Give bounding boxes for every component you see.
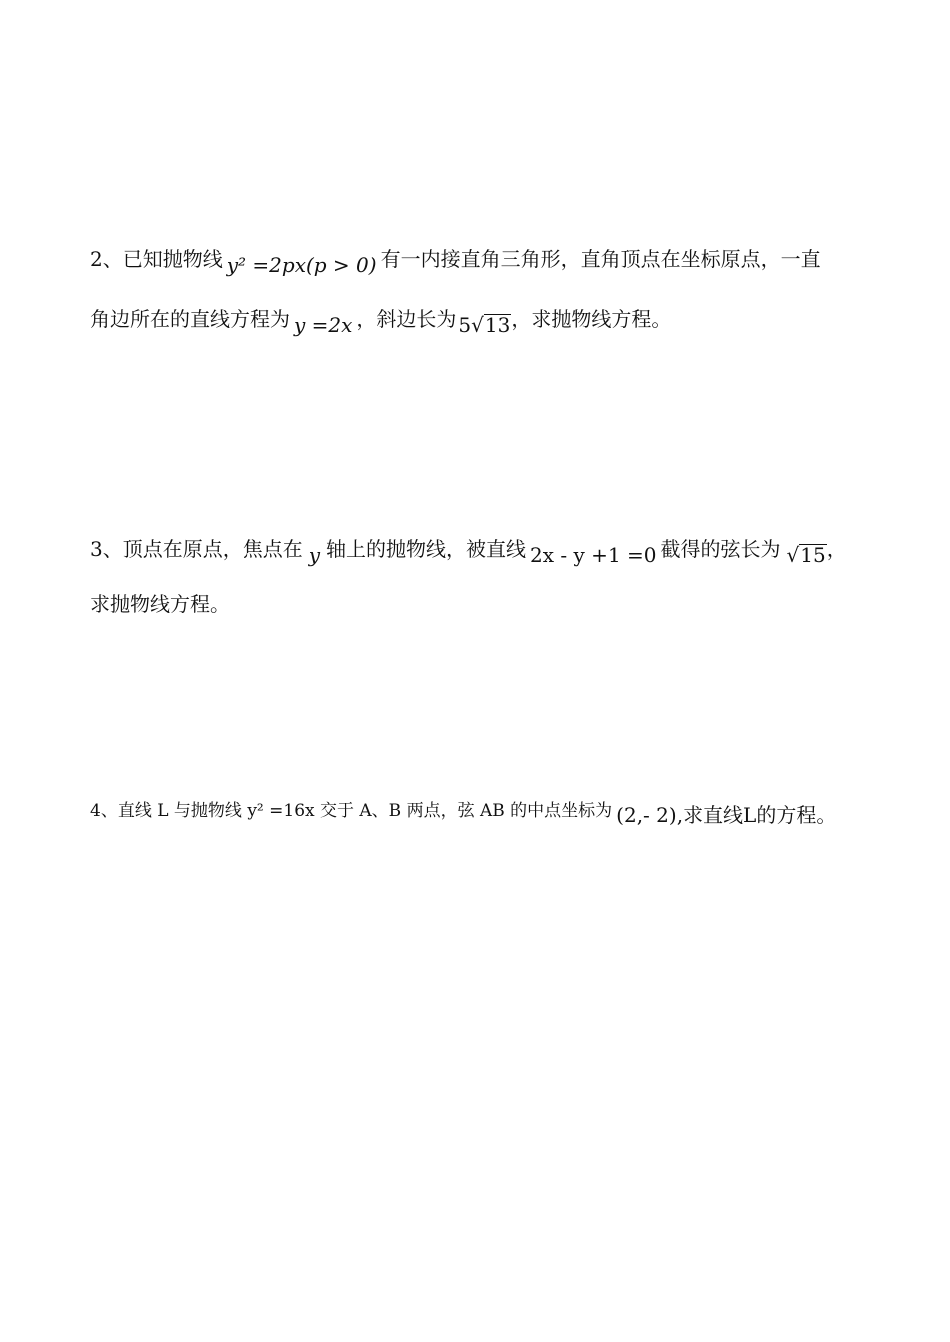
problem-2-line-1: [90, 245, 821, 277]
problem-3-line-equation: 2x - y +1 =0: [530, 543, 657, 567]
problem-2-line2-middle: ，斜边长为: [356, 307, 457, 331]
problem-3-axis-variable: y: [308, 543, 321, 567]
problem-2-line-equation: y =2x: [294, 313, 353, 337]
problem-3-line2-text: 求抛物线方程。: [90, 592, 230, 616]
problem-3-line-2: [90, 590, 230, 618]
problem-3-suffix: ，: [826, 537, 847, 561]
problem-2-hypotenuse-length: 5√13: [458, 313, 511, 337]
problem-3-chord-length: √15: [786, 543, 826, 567]
problem-2-line-2: [90, 305, 672, 337]
problem-2-line2-prefix: 角边所在的直线方程为: [90, 307, 290, 331]
problem-2-line2-suffix: ，求抛物线方程。: [511, 307, 672, 331]
problem-3-middle: 轴上的抛物线，被直线: [326, 537, 527, 561]
problem-2-parabola-equation: y² =2px(p > 0): [226, 253, 377, 277]
problem-4-prefix: 4、直线 L 与抛物线 y² =16x 交于 A、B 两点，弦 AB 的中点坐标为: [90, 801, 613, 821]
problem-4-suffix: 求直线L的方程。: [683, 803, 837, 827]
problem-2-suffix: 有一内接直角三角形，直角顶点在坐标原点，一直: [380, 247, 821, 271]
problem-3-chord-radicand: 15: [800, 543, 826, 567]
problem-3-line-1: [90, 535, 847, 567]
problem-2-hypotenuse-coef: 5: [458, 313, 472, 337]
problem-3-prefix: 3、顶点在原点，焦点在: [90, 537, 303, 561]
problem-2-hypotenuse-radicand: 13: [484, 313, 511, 337]
problem-4-line-1: [90, 795, 836, 825]
problem-2-prefix: 2、已知抛物线: [90, 247, 223, 271]
problem-4-midpoint: (2,- 2),: [616, 803, 684, 827]
problem-3-middle2: 截得的弦长为: [660, 537, 781, 561]
